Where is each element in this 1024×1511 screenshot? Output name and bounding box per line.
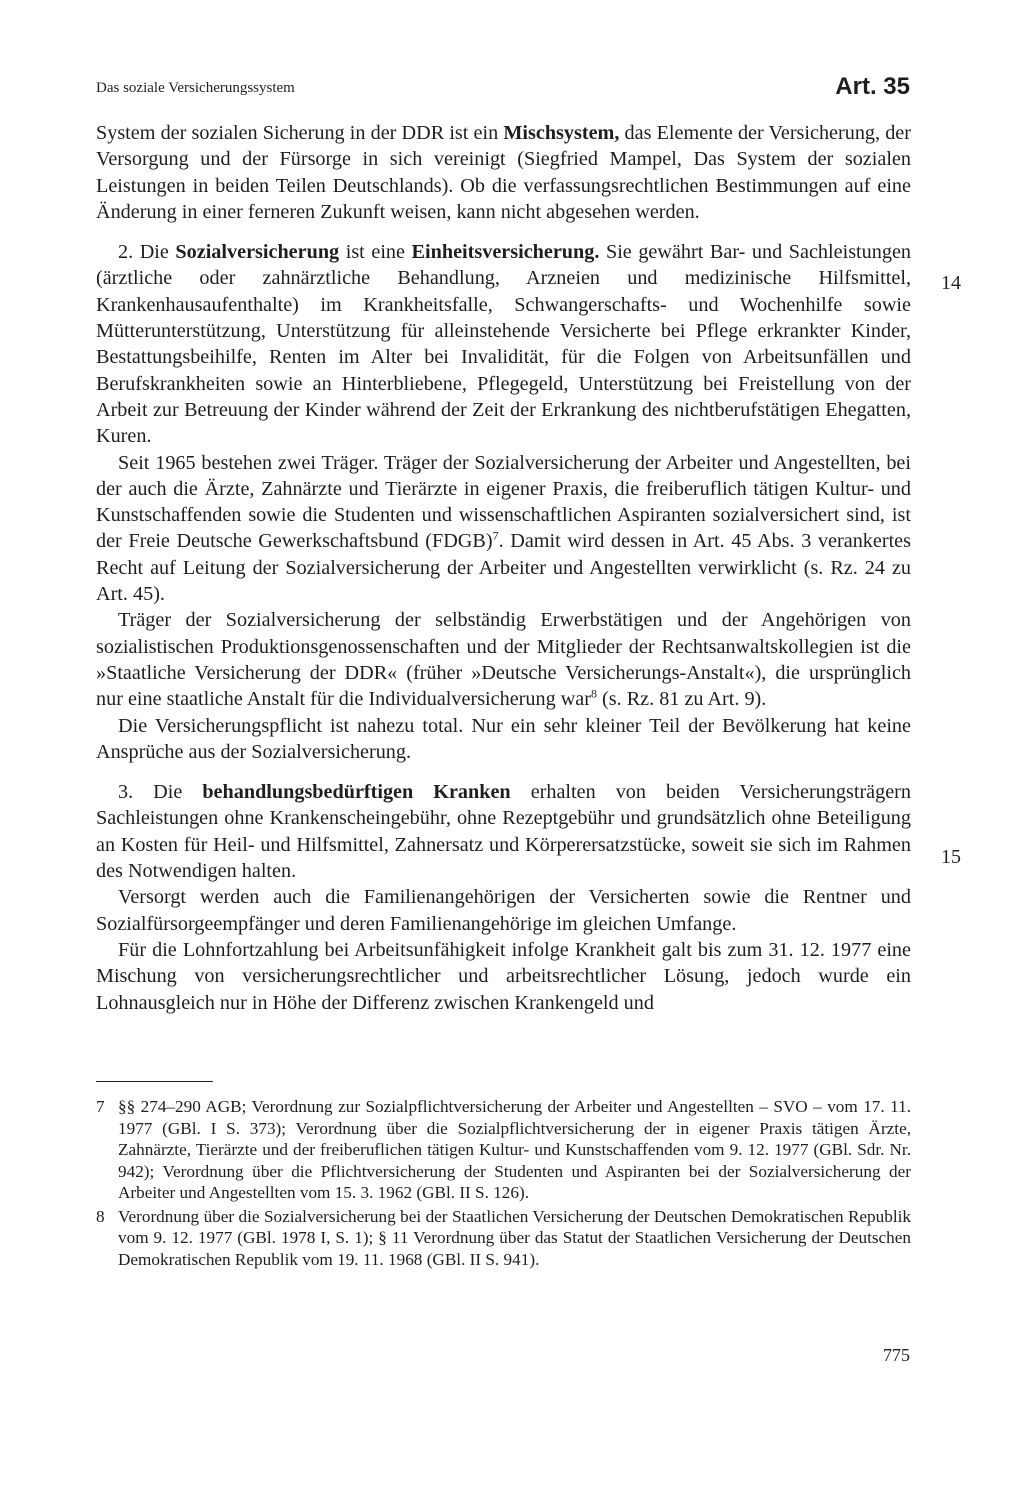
footnote-ref-7[interactable]: 7: [492, 528, 499, 543]
footnote-number: 8: [96, 1206, 105, 1226]
footnote-7: [96, 1096, 911, 1204]
footnote-text: §§ 274–290 AGB; Verordnung zur Sozialpflichtversicherung der Arbeiter und Angestellten – SVO – vom 17. 11. 1977 (GBl. I S. 373); Verordnung über die Sozialpflichtversicherung der in eigener Praxis tätigen Ärzte, Zahnärzte, Tierärzte und der freiberuflichen tätigen Kultur- und Kunstschaffenden vom 9. 12. 1977 (GBl. Sdr. Nr. 942); Verordnung über die Pflichtversicherung der Studenten und Aspiranten bei der Sozialversicherung der Arbeiter und Angestellten vom 15. 3. 1962 (GBl. II S. 126).: [118, 1097, 911, 1202]
emphasis-mischsystem: Mischsystem,: [503, 122, 620, 144]
emphasis-behandlungsbeduerftige-kranke: behandlungsbedürftigen Kranken: [202, 781, 511, 804]
emphasis-sozialversicherung: Sozialversicherung: [175, 241, 340, 264]
footnote-ref-8[interactable]: 8: [591, 686, 597, 701]
article-label: Art. 35: [835, 73, 910, 100]
margin-number-14: 14: [941, 272, 961, 294]
paragraph-staatliche-versicherung: Träger der Sozialversicherung der selbständig Erwerbstätigen und der Angehörigen von sozialistischen Produktionsgenossenschaften und der Mitglieder der Rechtsanwaltskollegien ist die »Staatliche Versicherung der DDR« (früher »Deutsche Versicherungs-Anstalt«), die ursprünglich nur eine staatliche Anstalt für die Individualversicherung war$^8$ (s. Rz. 81 zu Art. 9).: [96, 609, 911, 711]
emphasis-einheitsversicherung: Einheitsversicherung.: [411, 241, 600, 264]
footnote-number: 7: [96, 1097, 105, 1116]
page-number: 775: [883, 1345, 910, 1365]
footnotes: [96, 1096, 911, 1272]
paragraph-intro: System der sozialen Sicherung in der DDR ist ein Mischsystem, das Elemente der Versicherung, der Versorgung und der Fürsorge in sich vereinigt (Siegfried Mampel, Das System der sozialen Leistungen in beiden Teilen Deutschlands). Ob die verfassungsrechtlichen Bestimmungen auf eine Änderung in einer ferneren Zukunft weisen, kann nicht abgesehen werden.: [96, 122, 911, 223]
margin-number-15: 15: [941, 846, 961, 868]
running-head: Das soziale Versicherungssystem: [96, 80, 295, 96]
paragraph-lohnfortzahlung: Für die Lohnfortzahlung bei Arbeitsunfähigkeit infolge Krankheit galt bis zum 31. 12. 1977 eine Mischung von versicherungsrechtlicher und arbeitsrechtlicher Lösung, jedoch wurde ein Lohnausgleich nur in Höhe der Differenz zwischen Krankengeld und: [96, 938, 911, 1014]
paragraph-kranke: 3. Die behandlungsbedürftigen Kranken erhalten von beiden Versicherungsträgern Sachleistungen ohne Krankenscheingebühr, ohne Rezeptgebühr und grundsätzlich ohne Beteiligung an Kosten für Heil- und Hilfsmittel, Zahnersatz und Körperersatzstücke, soweit sie sich im Rahmen des Notwendigen halten.: [96, 781, 911, 883]
paragraph-versicherungspflicht: Die Versicherungspflicht ist nahezu total. Nur ein sehr kleiner Teil der Bevölkerung hat keine Ansprüche aus der Sozialversicherung.: [96, 714, 911, 763]
paragraph-familienangehoerige: Versorgt werden auch die Familienangehörigen der Versicherten sowie die Rentner und Sozialfürsorgeempfänger und deren Familienangehörige im gleichen Umfange.: [96, 886, 911, 935]
footnote-8: [96, 1206, 911, 1271]
body-text: [96, 120, 911, 1016]
footnote-text: Verordnung über die Sozialversicherung bei der Staatlichen Versicherung der Deutschen Demokratischen Republik vom 9. 12. 1977 (GBl. 1978 I, S. 1); § 11 Verordnung über das Statut der Staatlichen Versicherung der Deutschen Demokratischen Republik vom 19. 11. 1968 (GBl. II S. 941).: [118, 1206, 911, 1269]
footnote-divider: [96, 1081, 213, 1082]
paragraph-traeger: Seit 1965 bestehen zwei Träger. Träger der Sozialversicherung der Arbeiter und Angestellten, bei der auch die Ärzte, Zahnärzte und Tierärzte in eigener Praxis, die freiberuflich tätigen Kultur- und Kunstschaffenden sowie die Studenten und wissenschaftlichen Aspiranten sozialversichert sind, ist der Freie Deutsche Gewerkschaftsbund (FDGB)$^7$. Damit wird dessen in Art. 45 Abs. 3 verankertes Recht auf Leitung der Sozialversicherung der Arbeiter und Angestellten verwirklicht (s. Rz. 24 zu Art. 45).: [96, 451, 911, 606]
paragraph-sozialversicherung: 2. Die Sozialversicherung ist eine Einheitsversicherung. Sie gewährt Bar- und Sachleistungen (ärztliche oder zahnärztliche Behandlung, Arzneien und medizinische Hilfsmittel, Krankenhausaufenthalte) im Krankheitsfalle, Schwangerschafts- und Wochenhilfe sowie Mütterunterstützung, Unterstützung für alleinstehende Versicherte bei Pflege erkrankter Kinder, Bestattungsbeihilfe, Renten im Alter bei Invalidität, für die Folgen von Arbeitsunfällen und Berufskrankheiten sowie an Hinterbliebene, Pflegegeld, Unterstützung bei Freistellung von der Arbeit zur Betreuung der Kinder während der Zeit der Erkrankung des nichtberufstätigen Ehegatten, Kuren.: [96, 241, 911, 448]
